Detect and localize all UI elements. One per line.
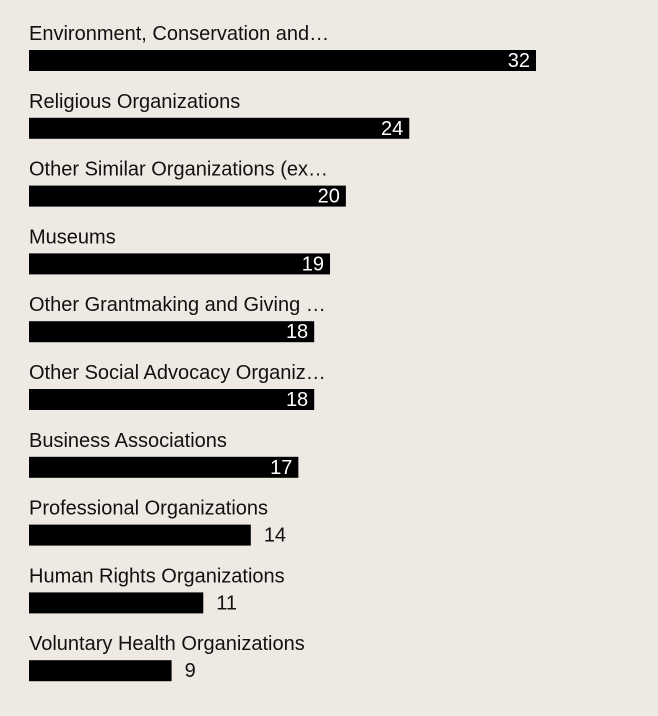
category-label: Other Similar Organizations (ex… [29, 158, 328, 181]
category-label: Museums [29, 226, 116, 249]
bar [29, 389, 314, 410]
bar [29, 50, 536, 71]
bar [29, 660, 172, 681]
value-label: 14 [263, 524, 287, 547]
value-label: 18 [285, 321, 309, 344]
category-label: Business Associations [29, 429, 227, 452]
category-label: Professional Organizations [29, 497, 269, 520]
bar [29, 457, 298, 478]
value-label: 17 [270, 456, 293, 479]
value-label: 9 [184, 660, 196, 683]
value-label: 20 [317, 185, 340, 208]
value-label: 19 [301, 253, 325, 276]
value-label: 32 [507, 50, 530, 72]
bar [29, 525, 251, 546]
bar [29, 118, 409, 139]
bar [29, 186, 346, 207]
value-label: 11 [216, 592, 238, 615]
category-label: Voluntary Health Organizations [29, 633, 305, 656]
category-label: Other Grantmaking and Giving … [29, 294, 326, 317]
value-label: 24 [381, 117, 404, 140]
bar [29, 253, 330, 274]
category-label: Religious Organizations [29, 90, 241, 113]
category-label: Human Rights Organizations [29, 565, 285, 588]
value-label: 18 [285, 389, 309, 411]
category-label: Other Social Advocacy Organiz… [29, 362, 326, 384]
bar [29, 321, 314, 342]
bar [29, 592, 203, 613]
category-label: Environment, Conservation and… [29, 23, 330, 45]
